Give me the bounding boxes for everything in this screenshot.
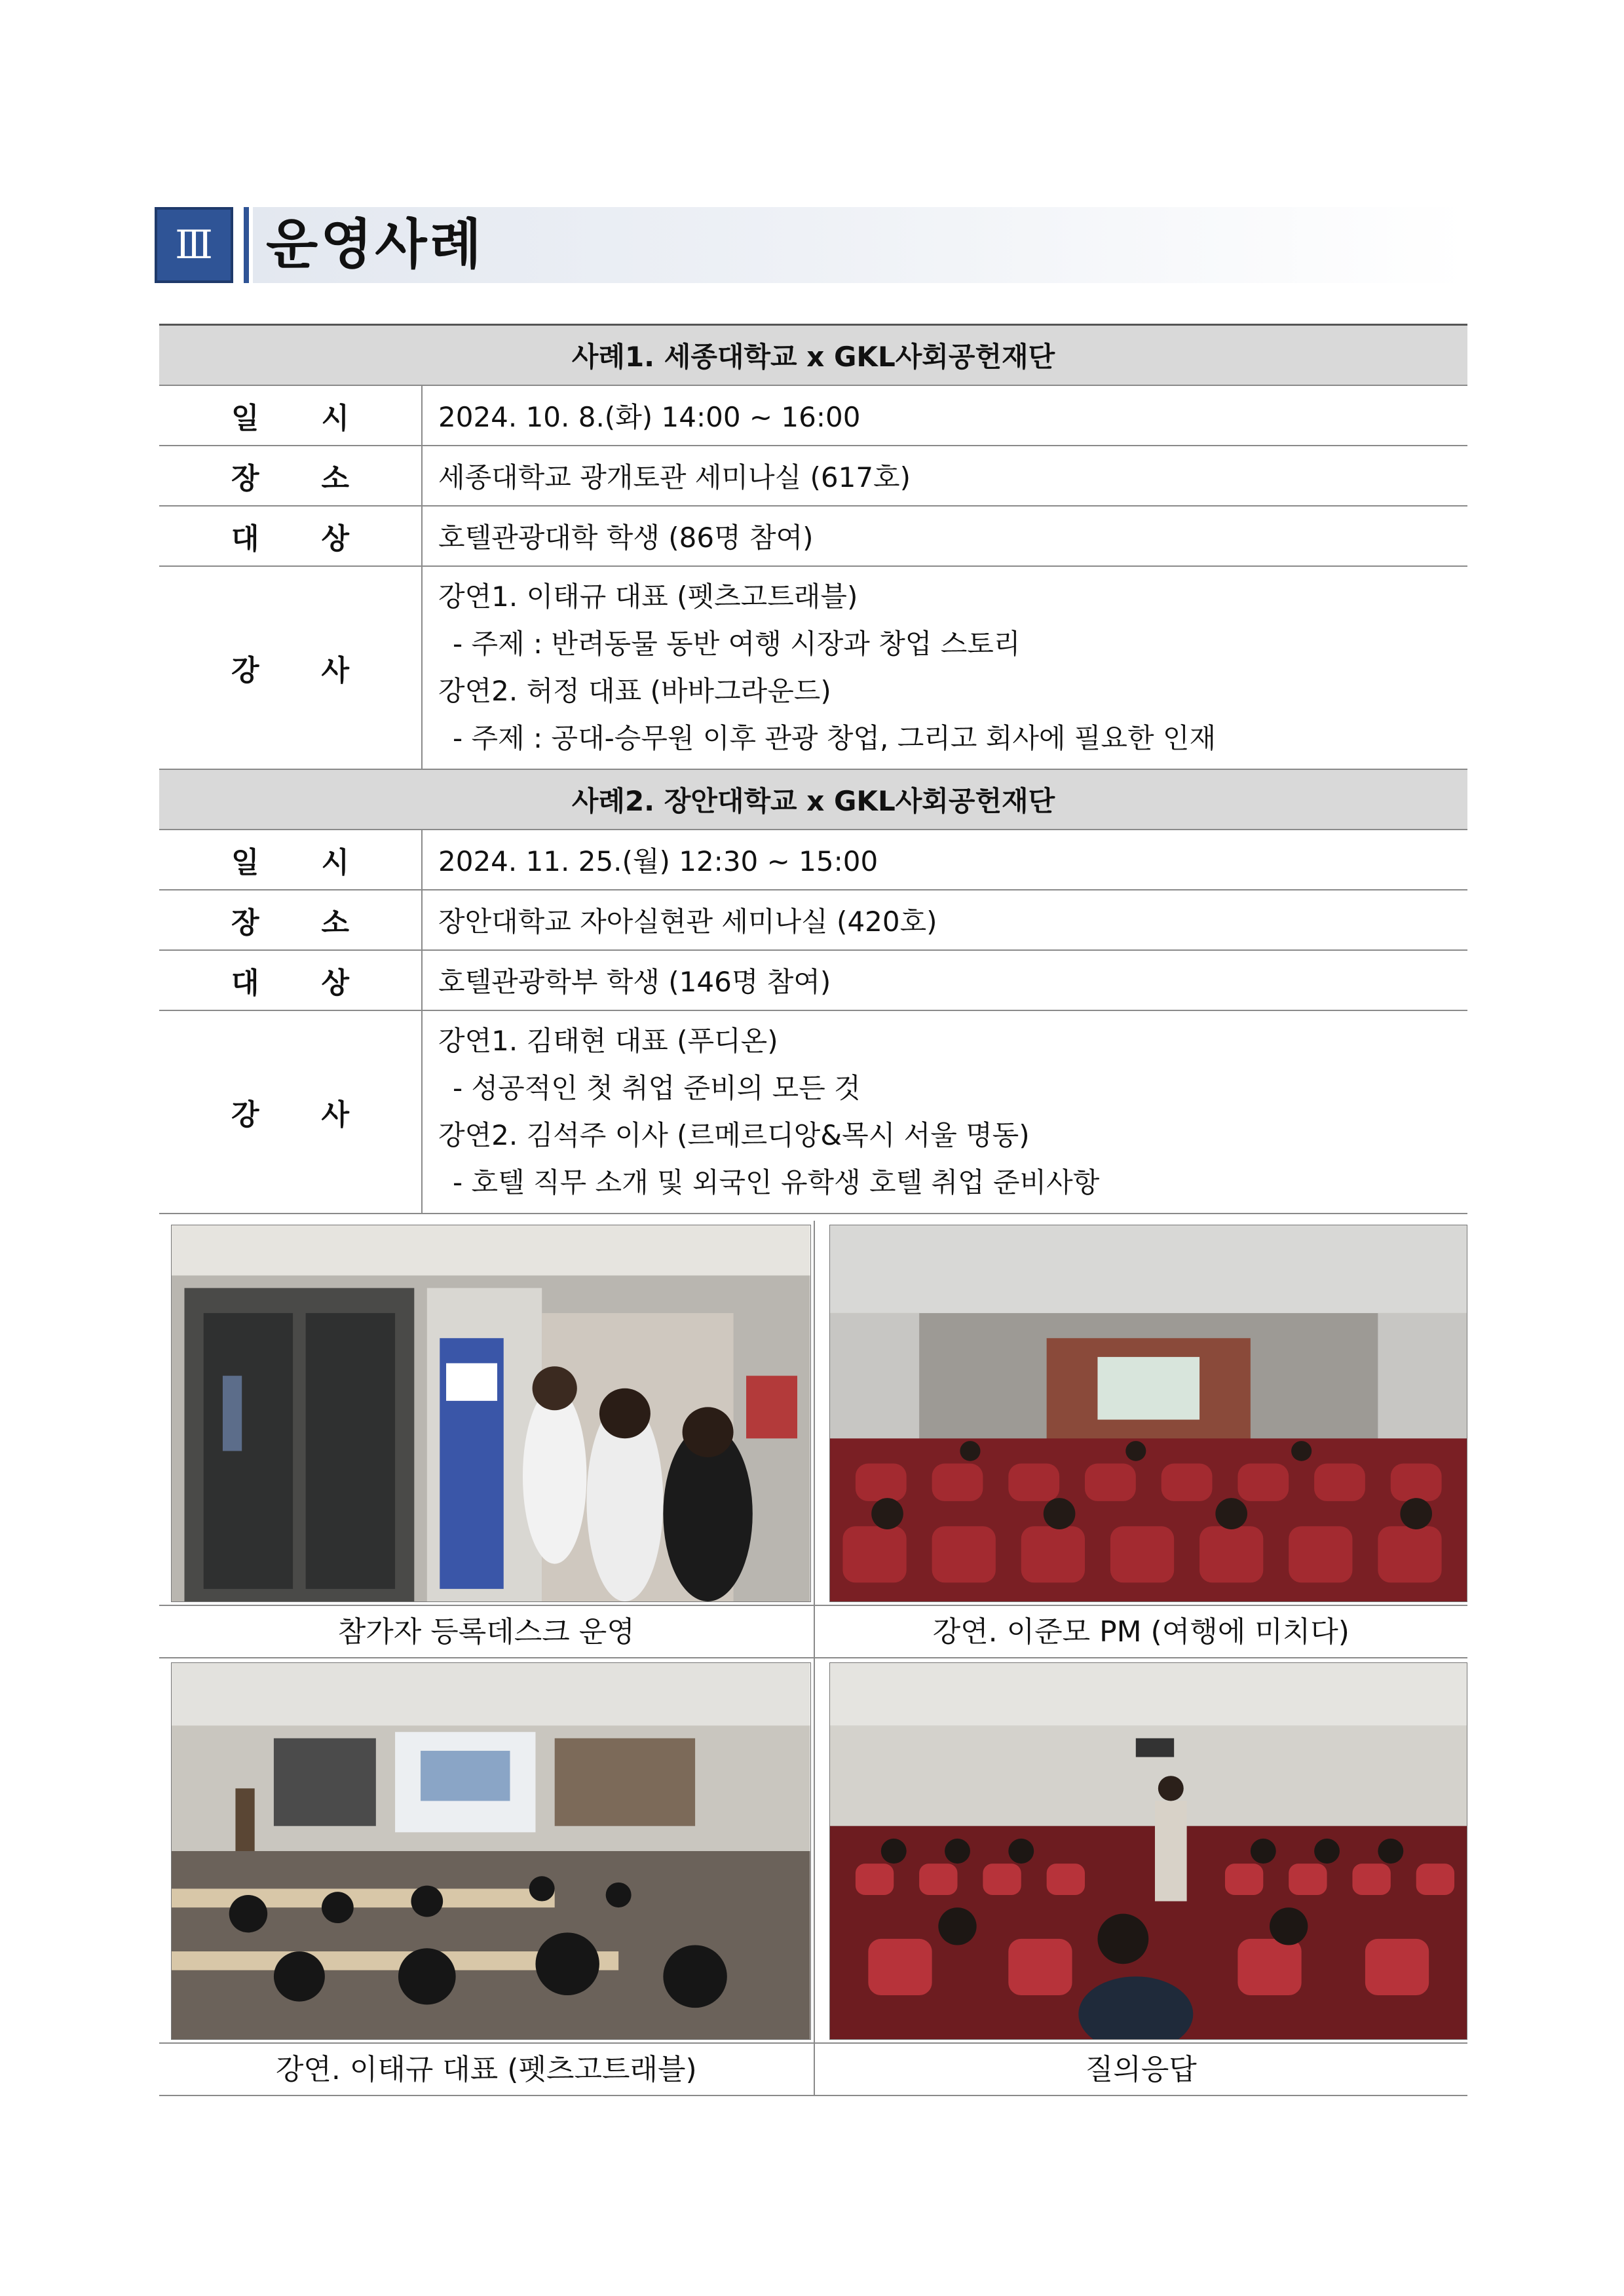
- speaker-list: [422, 1010, 1467, 1214]
- target-label: 대 상: [159, 506, 422, 566]
- target-value: 호텔관광학부 학생 (146명 참여): [422, 950, 1467, 1010]
- speaker-list: [422, 566, 1467, 769]
- speaker-line: 강연1. 이태규 대표 (펫츠고트래블): [438, 580, 858, 613]
- speaker-topic: - 주제 : 반려동물 동반 여행 시장과 창업 스토리: [453, 627, 1021, 660]
- case-place-row: [159, 446, 1467, 506]
- caption-row: [159, 2042, 1467, 2096]
- section-divider: [244, 207, 249, 283]
- section-header: [155, 207, 1467, 283]
- target-label: 대 상: [159, 950, 422, 1010]
- case-speaker-row: [159, 1010, 1467, 1214]
- place-label: 장 소: [159, 890, 422, 950]
- date-value: 2024. 10. 8.(화) 14:00 ~ 16:00: [422, 385, 1467, 446]
- photo-qna: [829, 1662, 1468, 2040]
- date-label: 일 시: [159, 830, 422, 890]
- photo-cell: [159, 1221, 814, 1605]
- photo-registration-desk: [171, 1225, 811, 1602]
- target-value: 호텔관광대학 학생 (86명 참여): [422, 506, 1467, 566]
- photo-seminar-room: [171, 1662, 811, 2040]
- photo-row: [159, 1221, 1467, 1605]
- place-value: 장안대학교 자아실현관 세미나실 (420호): [422, 890, 1467, 950]
- caption-row: [159, 1605, 1467, 1658]
- case-place-row: [159, 890, 1467, 950]
- photo-cell: [159, 1658, 814, 2042]
- place-value: 세종대학교 광개토관 세미나실 (617호): [422, 446, 1467, 506]
- case-header-row: [159, 325, 1467, 385]
- cases-table: [159, 324, 1467, 1214]
- speaker-line: 강연2. 김석주 이사 (르메르디앙&목시 서울 명동): [438, 1119, 1030, 1151]
- section-title: 운영사례: [266, 214, 484, 276]
- speaker-topic: - 성공적인 첫 취업 준비의 모든 것: [453, 1071, 861, 1104]
- photo-caption: 질의응답: [814, 2044, 1468, 2095]
- speaker-topic: - 주제 : 공대-승무원 이후 관광 창업, 그리고 회사에 필요한 인재: [453, 721, 1217, 754]
- photo-cell: [814, 1658, 1468, 2042]
- photo-caption: 강연. 이태규 대표 (펫츠고트래블): [275, 2053, 697, 2086]
- case-target-row: [159, 950, 1467, 1010]
- photo-caption: 참가자 등록데스크 운영: [337, 1615, 635, 1649]
- section-number: Ⅲ: [155, 207, 233, 283]
- date-value: 2024. 11. 25.(월) 12:30 ~ 15:00: [422, 830, 1467, 890]
- photo-row: [159, 1658, 1467, 2042]
- photo-grid: [159, 1221, 1467, 2096]
- case-header: 사례2. 장안대학교 x GKL사회공헌재단: [159, 769, 1467, 830]
- place-label: 장 소: [159, 446, 422, 506]
- case-target-row: [159, 506, 1467, 566]
- case-header: 사례1. 세종대학교 x GKL사회공헌재단: [159, 325, 1467, 385]
- speaker-label: 강 사: [159, 1010, 422, 1214]
- speaker-topic: - 호텔 직무 소개 및 외국인 유학생 호텔 취업 준비사항: [453, 1166, 1100, 1198]
- photo-lecture-hall: [829, 1225, 1468, 1602]
- case-speaker-row: [159, 566, 1467, 769]
- case-date-row: [159, 830, 1467, 890]
- speaker-label: 강 사: [159, 566, 422, 769]
- photo-caption: 강연. 이준모 PM (여행에 미치다): [814, 1606, 1468, 1657]
- case-date-row: [159, 385, 1467, 446]
- case-header-row: [159, 769, 1467, 830]
- speaker-line: 강연2. 허정 대표 (바바그라운드): [438, 674, 831, 707]
- speaker-line: 강연1. 김태현 대표 (푸디온): [438, 1024, 778, 1057]
- date-label: 일 시: [159, 385, 422, 446]
- photo-cell: [814, 1221, 1468, 1605]
